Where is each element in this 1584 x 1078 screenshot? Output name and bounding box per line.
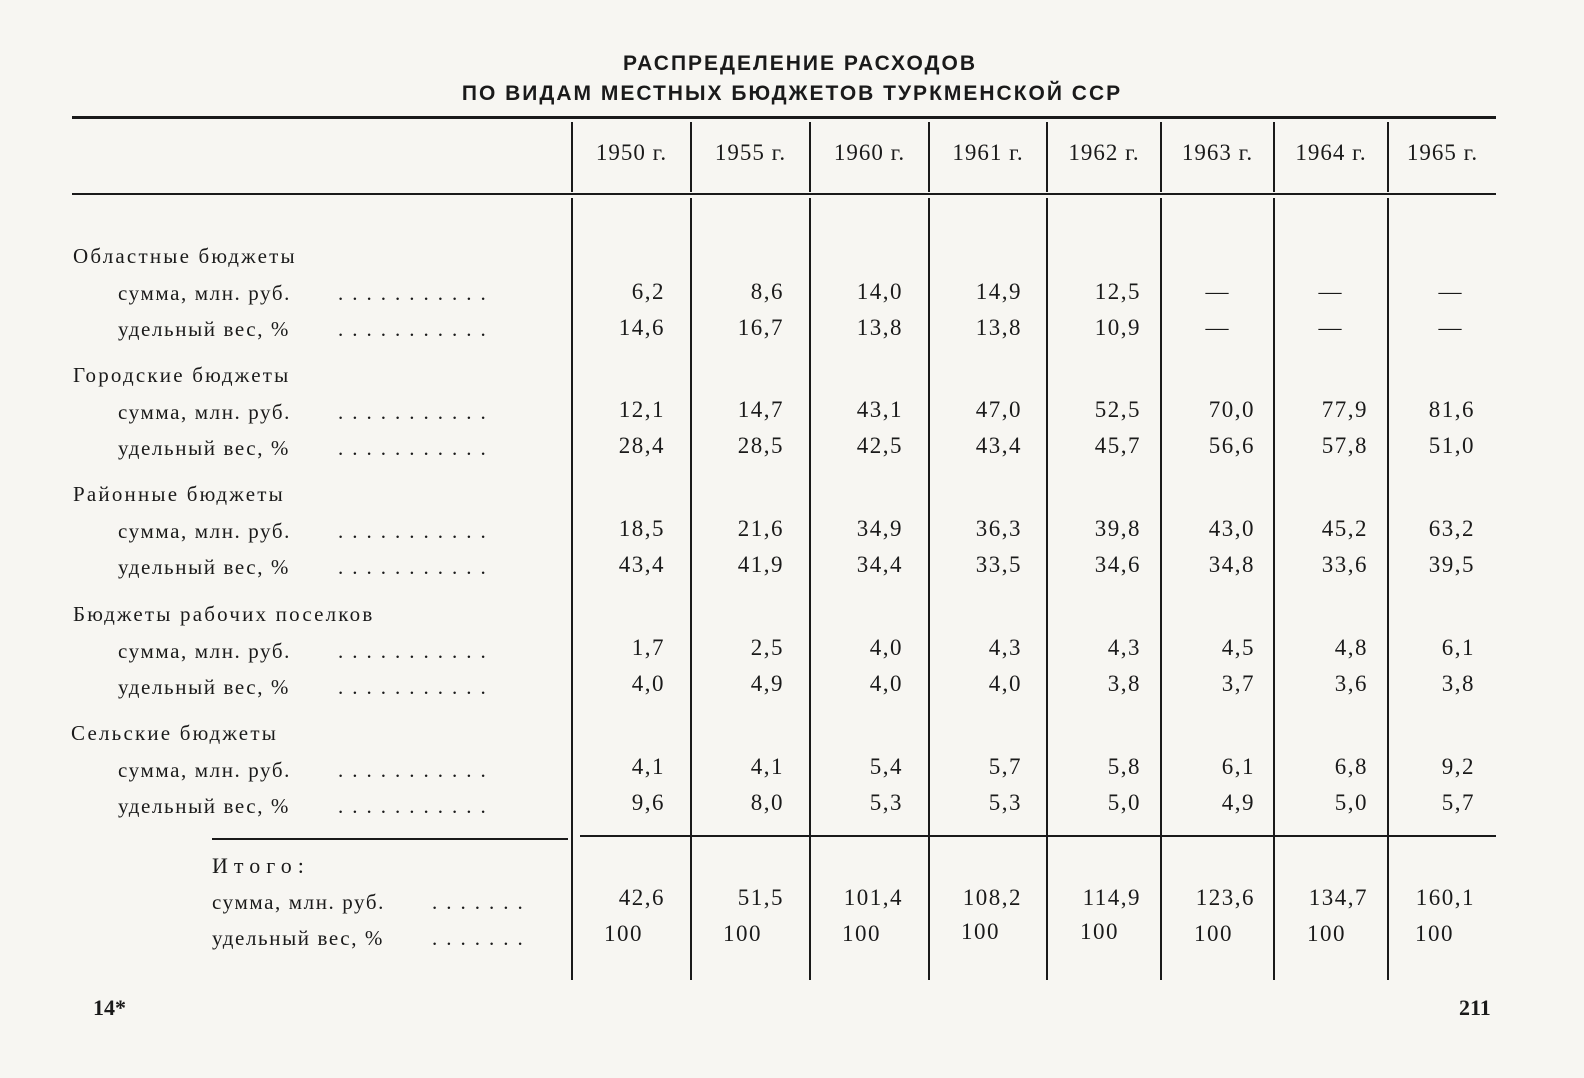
table-cell: 5,3: [869, 790, 903, 815]
table-cell: 34,6: [1094, 552, 1141, 577]
top-rule: [72, 116, 1496, 119]
total-heading: Итого:: [212, 853, 310, 878]
table-cell: 41,9: [737, 552, 784, 577]
row-label-share: удельный вес, %: [118, 317, 291, 341]
year-header: 1961 г.: [952, 140, 1024, 165]
total-cell: 101,4: [843, 885, 903, 910]
table-cell: 5,0: [1334, 790, 1368, 815]
table-cell: 10,9: [1094, 315, 1141, 340]
row-label-sum: сумма, млн. руб.: [118, 639, 292, 663]
table-cell: 4,0: [869, 635, 903, 660]
total-cell: 100: [961, 919, 1000, 944]
table-cell: 9,6: [631, 790, 665, 815]
table-cell: 4,3: [1107, 635, 1141, 660]
table-cell: 34,4: [856, 552, 903, 577]
leader-dots: .......: [432, 890, 532, 914]
table-title-line-1: РАСПРЕДЕЛЕНИЕ РАСХОДОВ: [622, 52, 978, 75]
group-heading: Районные бюджеты: [73, 482, 285, 506]
table-cell: 16,7: [737, 315, 784, 340]
total-rule-right: [580, 835, 1496, 837]
table-cell: 57,8: [1321, 433, 1368, 458]
page-number: 211: [1459, 995, 1491, 1020]
table-cell: 4,1: [750, 754, 784, 779]
year-header: 1965 г.: [1406, 140, 1479, 165]
table-cell: 4,9: [1221, 790, 1255, 815]
table-cell: 47,0: [975, 397, 1022, 422]
total-rule-left: [212, 838, 568, 840]
total-cell: 100: [1307, 921, 1346, 946]
table-title-line-2: ПО ВИДАМ МЕСТНЫХ БЮДЖЕТОВ ТУРКМЕНСКОЙ ССР: [461, 82, 1123, 105]
year-header: 1963 г.: [1181, 140, 1254, 165]
table-cell: 33,5: [975, 552, 1022, 577]
group-heading: Сельские бюджеты: [71, 721, 279, 745]
table-cell: 4,5: [1221, 635, 1255, 660]
table-cell: 45,2: [1321, 516, 1368, 541]
table-cell: 8,6: [750, 279, 784, 304]
table-cell: 6,1: [1221, 754, 1255, 779]
table-cell: 12,5: [1094, 279, 1141, 304]
table-cell: 70,0: [1208, 397, 1255, 422]
total-cell: 100: [604, 921, 643, 946]
table-cell: 5,0: [1107, 790, 1141, 815]
table-cell: 6,2: [631, 279, 665, 304]
year-header: 1964 г.: [1295, 140, 1367, 165]
table-cell: 3,7: [1221, 671, 1255, 696]
table-cell: 14,9: [975, 279, 1022, 304]
table-cell: 4,8: [1334, 635, 1368, 660]
table-cell: 51,0: [1428, 433, 1475, 458]
table-cell: 18,5: [618, 516, 665, 541]
row-label-sum: сумма, млн. руб.: [118, 281, 292, 305]
table-cell: 21,6: [737, 516, 784, 541]
total-cell: 51,5: [737, 885, 784, 910]
table-cell: 42,5: [856, 433, 903, 458]
table-cell: 14,6: [618, 315, 665, 340]
leader-dots: ...........: [338, 436, 495, 460]
leader-dots: ...........: [338, 794, 495, 818]
table-cell: 14,7: [737, 397, 784, 422]
row-label-sum: сумма, млн. руб.: [118, 519, 292, 543]
table-cell: 6,8: [1334, 754, 1368, 779]
table-cell: 4,1: [631, 754, 665, 779]
row-label-sum: сумма, млн. руб.: [118, 400, 292, 424]
signature-mark: 14*: [93, 995, 126, 1020]
row-label-share: удельный вес, %: [118, 675, 291, 699]
group-heading: Областные бюджеты: [73, 244, 297, 268]
table-cell: 4,0: [988, 671, 1022, 696]
total-cell: 134,7: [1308, 885, 1368, 910]
total-row-label-sum: сумма, млн. руб.: [212, 890, 386, 914]
table-cell: 43,4: [975, 433, 1022, 458]
table-cell: 6,1: [1441, 635, 1475, 660]
table-cell: 43,0: [1208, 516, 1255, 541]
table-cell: 39,5: [1428, 552, 1475, 577]
table-cell: 52,5: [1094, 397, 1141, 422]
total-cell: 100: [842, 921, 881, 946]
year-header: 1950 г.: [595, 140, 668, 165]
table-cell: 45,7: [1094, 433, 1141, 458]
table-cell: 39,8: [1094, 516, 1141, 541]
total-cell: 114,9: [1082, 885, 1141, 910]
total-cell: 123,6: [1195, 885, 1255, 910]
leader-dots: ...........: [338, 675, 495, 699]
total-cell: 100: [1080, 919, 1119, 944]
year-header: 1962 г.: [1068, 140, 1140, 165]
group-heading: Городские бюджеты: [73, 363, 291, 387]
table-cell: —: [1205, 279, 1230, 304]
table-cell: —: [1318, 279, 1343, 304]
total-row-label-share: удельный вес, %: [212, 926, 385, 950]
table-cell: 4,9: [750, 671, 784, 696]
table-cell: 3,8: [1107, 671, 1141, 696]
table-cell: 43,4: [618, 552, 665, 577]
table-cell: 77,9: [1321, 397, 1368, 422]
table-cell: 9,2: [1441, 754, 1475, 779]
leader-dots: ...........: [338, 639, 495, 663]
table-cell: 14,0: [856, 279, 903, 304]
table-cell: 56,6: [1208, 433, 1255, 458]
header-bottom-rule: [72, 193, 1496, 195]
total-cell: 100: [1415, 921, 1454, 946]
table-cell: —: [1318, 315, 1343, 340]
table-cell: 4,0: [869, 671, 903, 696]
row-label-share: удельный вес, %: [118, 436, 291, 460]
table-cell: 2,5: [750, 635, 784, 660]
table-cell: 13,8: [975, 315, 1022, 340]
total-cell: 100: [723, 921, 762, 946]
leader-dots: ...........: [338, 758, 495, 782]
year-header: 1960 г.: [833, 140, 906, 165]
leader-dots: ...........: [338, 555, 495, 579]
leader-dots: ...........: [338, 317, 495, 341]
table-cell: —: [1205, 315, 1230, 340]
total-cell: 42,6: [618, 885, 665, 910]
table-cell: 13,8: [856, 315, 903, 340]
table-cell: 5,8: [1107, 754, 1141, 779]
leader-dots: ...........: [338, 519, 495, 543]
table-cell: —: [1438, 315, 1463, 340]
table-cell: 28,4: [618, 433, 665, 458]
row-label-share: удельный вес, %: [118, 794, 291, 818]
total-cell: 108,2: [962, 885, 1022, 910]
table-cell: 5,7: [988, 754, 1022, 779]
table-cell: 34,8: [1208, 552, 1255, 577]
table-cell: 4,3: [988, 635, 1022, 660]
year-header: 1955 г.: [714, 140, 787, 165]
table-cell: 28,5: [737, 433, 784, 458]
total-cell: 100: [1194, 921, 1233, 946]
table-cell: 3,6: [1334, 671, 1368, 696]
table-cell: 33,6: [1321, 552, 1368, 577]
table-cell: 12,1: [618, 397, 665, 422]
row-label-sum: сумма, млн. руб.: [118, 758, 292, 782]
table-cell: 63,2: [1428, 516, 1475, 541]
leader-dots: ...........: [338, 400, 495, 424]
table-cell: 5,3: [988, 790, 1022, 815]
leader-dots: .......: [432, 926, 532, 950]
total-cell: 160,1: [1415, 885, 1475, 910]
table-cell: 1,7: [631, 635, 665, 660]
table-cell: 8,0: [750, 790, 784, 815]
group-heading: Бюджеты рабочих поселков: [73, 602, 375, 626]
table-cell: 36,3: [975, 516, 1022, 541]
table-cell: 3,8: [1441, 671, 1475, 696]
table-cell: —: [1438, 279, 1463, 304]
table-cell: 5,7: [1441, 790, 1475, 815]
table-cell: 4,0: [631, 671, 665, 696]
table-cell: 43,1: [856, 397, 903, 422]
table-cell: 5,4: [869, 754, 903, 779]
table-cell: 34,9: [856, 516, 903, 541]
table-cell: 81,6: [1428, 397, 1475, 422]
leader-dots: ...........: [338, 281, 495, 305]
row-label-share: удельный вес, %: [118, 555, 291, 579]
